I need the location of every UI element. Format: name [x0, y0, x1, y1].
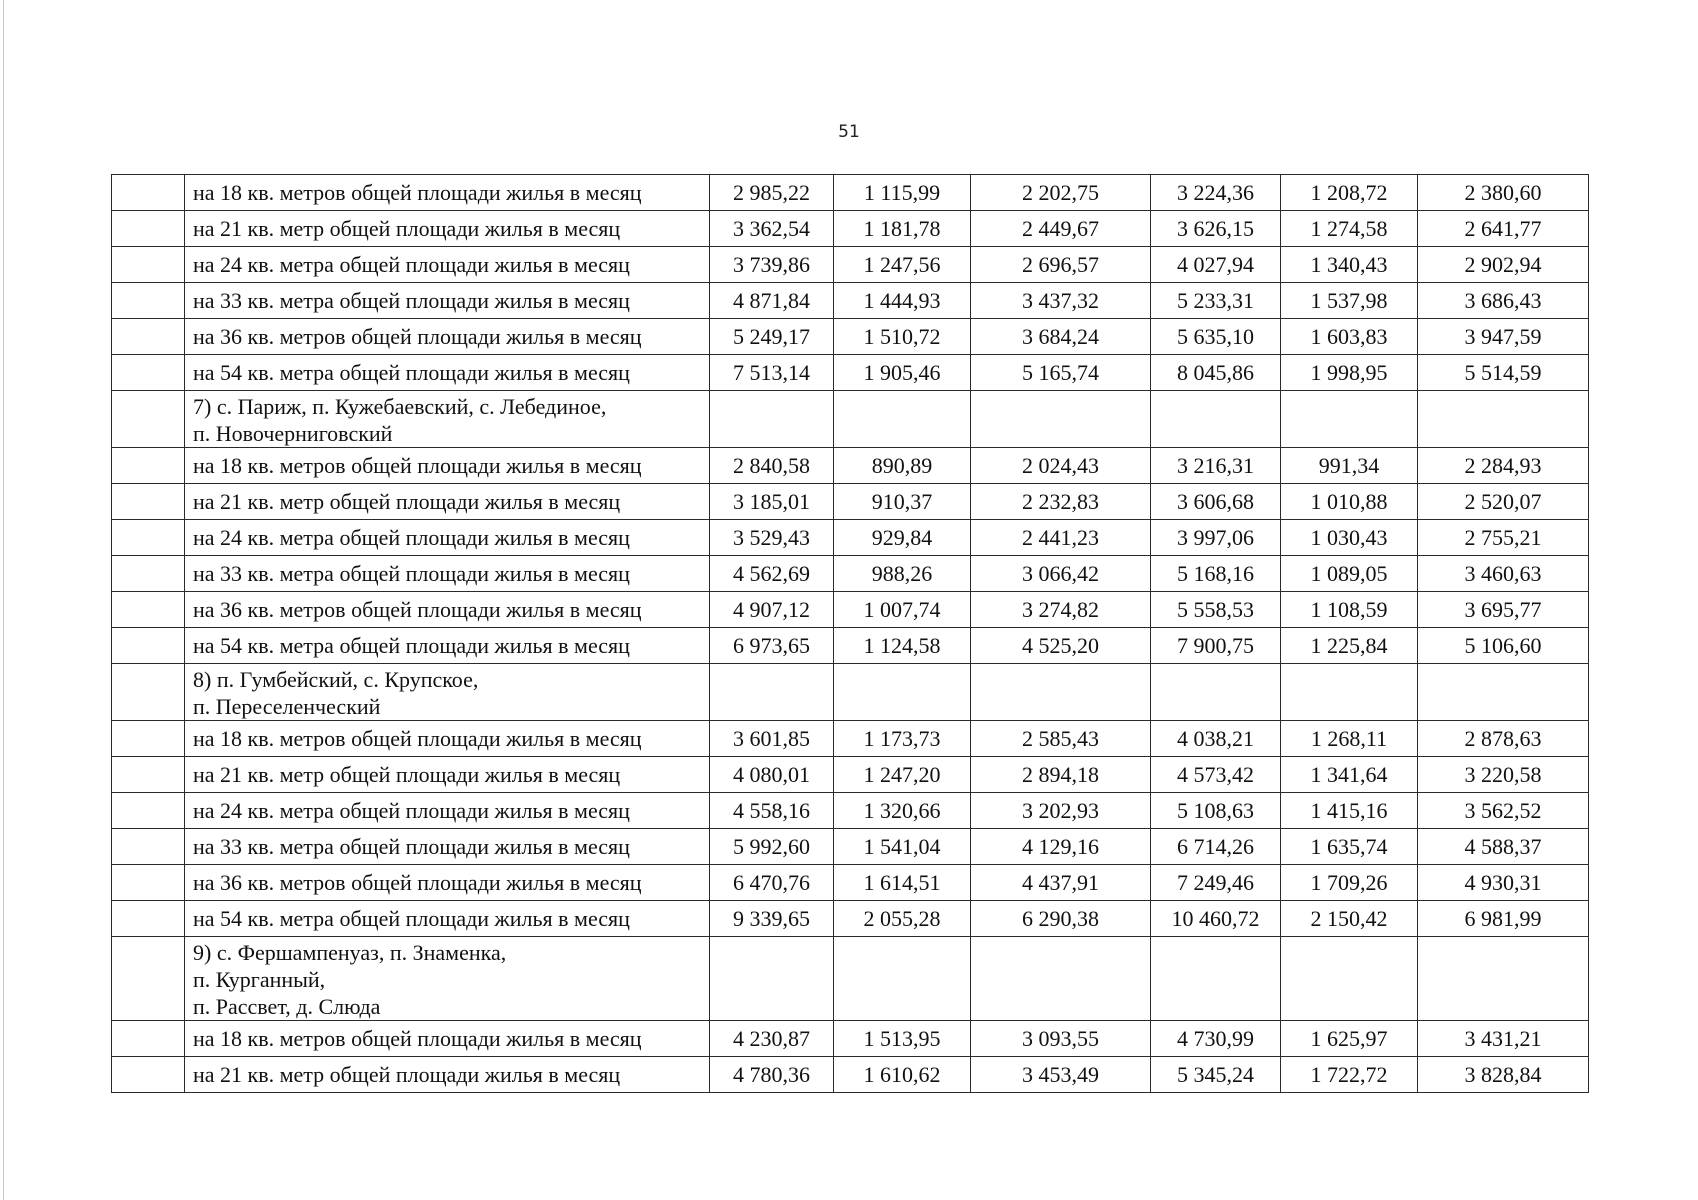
row-index-cell — [112, 175, 185, 211]
value-cell-5: 991,34 — [1281, 448, 1418, 484]
value-cell-4: 10 460,72 — [1151, 901, 1281, 937]
value-cell-4: 5 233,31 — [1151, 283, 1281, 319]
page-number: 51 — [838, 122, 860, 142]
row-index-cell — [112, 757, 185, 793]
table-row — [112, 448, 1589, 484]
value-cell-1: 3 185,01 — [710, 484, 834, 520]
value-cell-3: 3 684,24 — [971, 319, 1151, 355]
table-row — [112, 628, 1589, 664]
value-cell-2: 910,37 — [834, 484, 971, 520]
value-cell-5: 1 274,58 — [1281, 211, 1418, 247]
value-cell-1: 4 907,12 — [710, 592, 834, 628]
value-cell-5: 1 108,59 — [1281, 592, 1418, 628]
row-index-cell — [112, 283, 185, 319]
value-cell-5: 1 625,97 — [1281, 1021, 1418, 1057]
row-label-cell: на 54 кв. метра общей площади жилья в месяц — [185, 628, 710, 664]
value-cell-3: 2 894,18 — [971, 757, 1151, 793]
empty-value-cell — [1418, 664, 1589, 721]
value-cell-6: 2 902,94 — [1418, 247, 1589, 283]
value-cell-6: 6 981,99 — [1418, 901, 1589, 937]
row-index-cell — [112, 391, 185, 448]
empty-value-cell — [1281, 664, 1418, 721]
row-label-cell: на 18 кв. метров общей площади жилья в месяц — [185, 175, 710, 211]
row-label-cell: на 24 кв. метра общей площади жилья в месяц — [185, 793, 710, 829]
group-name-line: п. Переселенческий — [193, 694, 381, 719]
value-cell-2: 929,84 — [834, 520, 971, 556]
value-cell-2: 1 444,93 — [834, 283, 971, 319]
row-label-cell: на 21 кв. метр общей площади жилья в месяц — [185, 211, 710, 247]
group-header-row — [112, 391, 1589, 448]
empty-value-cell — [834, 937, 971, 1021]
table-row — [112, 592, 1589, 628]
row-label-cell: на 24 кв. метра общей площади жилья в месяц — [185, 520, 710, 556]
group-name-line: 7) с. Париж, п. Кужебаевский, с. Лебединое, — [193, 394, 607, 419]
value-cell-2: 1 513,95 — [834, 1021, 971, 1057]
value-cell-6: 2 520,07 — [1418, 484, 1589, 520]
empty-value-cell — [971, 664, 1151, 721]
value-cell-4: 6 714,26 — [1151, 829, 1281, 865]
row-index-cell — [112, 664, 185, 721]
empty-value-cell — [1418, 937, 1589, 1021]
value-cell-6: 2 641,77 — [1418, 211, 1589, 247]
value-cell-6: 2 380,60 — [1418, 175, 1589, 211]
value-cell-4: 4 730,99 — [1151, 1021, 1281, 1057]
value-cell-4: 5 168,16 — [1151, 556, 1281, 592]
value-cell-2: 1 115,99 — [834, 175, 971, 211]
value-cell-5: 1 340,43 — [1281, 247, 1418, 283]
empty-value-cell — [1418, 391, 1589, 448]
group-name-line: 9) с. Фершампенуаз, п. Знаменка, — [193, 940, 507, 965]
value-cell-2: 1 320,66 — [834, 793, 971, 829]
row-label-cell: на 54 кв. метра общей площади жилья в месяц — [185, 901, 710, 937]
empty-value-cell — [971, 391, 1151, 448]
value-cell-5: 1 635,74 — [1281, 829, 1418, 865]
row-label-cell: на 18 кв. метров общей площади жилья в месяц — [185, 721, 710, 757]
empty-value-cell — [710, 937, 834, 1021]
row-index-cell — [112, 319, 185, 355]
value-cell-5: 1 225,84 — [1281, 628, 1418, 664]
empty-value-cell — [971, 937, 1151, 1021]
value-cell-1: 4 558,16 — [710, 793, 834, 829]
row-label-cell: на 24 кв. метра общей площади жилья в месяц — [185, 247, 710, 283]
value-cell-4: 3 216,31 — [1151, 448, 1281, 484]
value-cell-5: 1 030,43 — [1281, 520, 1418, 556]
value-cell-6: 3 828,84 — [1418, 1057, 1589, 1093]
value-cell-6: 3 686,43 — [1418, 283, 1589, 319]
value-cell-3: 2 024,43 — [971, 448, 1151, 484]
group-name-cell — [185, 391, 710, 448]
value-cell-4: 5 558,53 — [1151, 592, 1281, 628]
row-index-cell — [112, 721, 185, 757]
value-cell-2: 1 905,46 — [834, 355, 971, 391]
row-index-cell — [112, 1057, 185, 1093]
value-cell-6: 5 106,60 — [1418, 628, 1589, 664]
value-cell-6: 4 930,31 — [1418, 865, 1589, 901]
row-index-cell — [112, 865, 185, 901]
value-cell-4: 7 249,46 — [1151, 865, 1281, 901]
table-row — [112, 865, 1589, 901]
row-index-cell — [112, 628, 185, 664]
value-cell-5: 1 010,88 — [1281, 484, 1418, 520]
value-cell-4: 5 108,63 — [1151, 793, 1281, 829]
row-label-cell: на 21 кв. метр общей площади жилья в месяц — [185, 1057, 710, 1093]
value-cell-3: 4 525,20 — [971, 628, 1151, 664]
value-cell-3: 2 585,43 — [971, 721, 1151, 757]
group-name-line: п. Новочерниговский — [193, 421, 393, 446]
row-index-cell — [112, 520, 185, 556]
value-cell-3: 5 165,74 — [971, 355, 1151, 391]
value-cell-3: 2 232,83 — [971, 484, 1151, 520]
empty-value-cell — [1281, 937, 1418, 1021]
value-cell-3: 3 066,42 — [971, 556, 1151, 592]
value-cell-3: 3 274,82 — [971, 592, 1151, 628]
row-label-cell: на 36 кв. метров общей площади жилья в месяц — [185, 592, 710, 628]
value-cell-1: 4 871,84 — [710, 283, 834, 319]
value-cell-6: 2 755,21 — [1418, 520, 1589, 556]
empty-value-cell — [1281, 391, 1418, 448]
value-cell-1: 5 992,60 — [710, 829, 834, 865]
value-cell-2: 1 247,56 — [834, 247, 971, 283]
value-cell-6: 2 878,63 — [1418, 721, 1589, 757]
value-cell-4: 4 027,94 — [1151, 247, 1281, 283]
table-row — [112, 520, 1589, 556]
table-row — [112, 1057, 1589, 1093]
value-cell-1: 4 080,01 — [710, 757, 834, 793]
value-cell-6: 3 431,21 — [1418, 1021, 1589, 1057]
table-row — [112, 355, 1589, 391]
value-cell-1: 3 529,43 — [710, 520, 834, 556]
row-label-cell: на 18 кв. метров общей площади жилья в месяц — [185, 1021, 710, 1057]
value-cell-5: 1 537,98 — [1281, 283, 1418, 319]
value-cell-3: 2 441,23 — [971, 520, 1151, 556]
value-cell-5: 1 709,26 — [1281, 865, 1418, 901]
value-cell-2: 1 247,20 — [834, 757, 971, 793]
row-label-cell: на 33 кв. метра общей площади жилья в месяц — [185, 556, 710, 592]
value-cell-2: 1 173,73 — [834, 721, 971, 757]
table-row — [112, 1021, 1589, 1057]
value-cell-1: 2 840,58 — [710, 448, 834, 484]
table-row — [112, 793, 1589, 829]
value-cell-5: 1 998,95 — [1281, 355, 1418, 391]
value-cell-6: 3 562,52 — [1418, 793, 1589, 829]
row-index-cell — [112, 592, 185, 628]
value-cell-5: 1 722,72 — [1281, 1057, 1418, 1093]
value-cell-1: 3 601,85 — [710, 721, 834, 757]
value-cell-4: 8 045,86 — [1151, 355, 1281, 391]
value-cell-2: 890,89 — [834, 448, 971, 484]
row-index-cell — [112, 901, 185, 937]
value-cell-4: 7 900,75 — [1151, 628, 1281, 664]
value-cell-4: 5 345,24 — [1151, 1057, 1281, 1093]
value-cell-3: 3 453,49 — [971, 1057, 1151, 1093]
value-cell-2: 1 541,04 — [834, 829, 971, 865]
value-cell-4: 5 635,10 — [1151, 319, 1281, 355]
empty-value-cell — [834, 664, 971, 721]
value-cell-4: 3 626,15 — [1151, 211, 1281, 247]
group-header-row — [112, 664, 1589, 721]
value-cell-4: 4 038,21 — [1151, 721, 1281, 757]
value-cell-2: 2 055,28 — [834, 901, 971, 937]
value-cell-1: 6 973,65 — [710, 628, 834, 664]
group-name-cell — [185, 937, 710, 1021]
value-cell-1: 6 470,76 — [710, 865, 834, 901]
row-label-cell: на 18 кв. метров общей площади жилья в месяц — [185, 448, 710, 484]
group-name-line: 8) п. Гумбейский, с. Крупское, — [193, 667, 479, 692]
value-cell-1: 4 780,36 — [710, 1057, 834, 1093]
row-label-cell: на 36 кв. метров общей площади жилья в месяц — [185, 319, 710, 355]
row-label-cell: на 21 кв. метр общей площади жилья в месяц — [185, 757, 710, 793]
value-cell-5: 1 089,05 — [1281, 556, 1418, 592]
value-cell-6: 4 588,37 — [1418, 829, 1589, 865]
table-row — [112, 829, 1589, 865]
row-index-cell — [112, 448, 185, 484]
value-cell-2: 1 007,74 — [834, 592, 971, 628]
value-cell-2: 1 124,58 — [834, 628, 971, 664]
value-cell-2: 1 181,78 — [834, 211, 971, 247]
table-row — [112, 319, 1589, 355]
value-cell-1: 3 362,54 — [710, 211, 834, 247]
table-row — [112, 556, 1589, 592]
row-index-cell — [112, 1021, 185, 1057]
row-index-cell — [112, 355, 185, 391]
empty-value-cell — [834, 391, 971, 448]
value-cell-3: 3 202,93 — [971, 793, 1151, 829]
value-cell-3: 6 290,38 — [971, 901, 1151, 937]
value-cell-3: 4 437,91 — [971, 865, 1151, 901]
value-cell-4: 3 606,68 — [1151, 484, 1281, 520]
table-row — [112, 247, 1589, 283]
table-row — [112, 901, 1589, 937]
value-cell-2: 1 610,62 — [834, 1057, 971, 1093]
table-row — [112, 211, 1589, 247]
value-cell-2: 1 614,51 — [834, 865, 971, 901]
value-cell-1: 9 339,65 — [710, 901, 834, 937]
value-cell-6: 5 514,59 — [1418, 355, 1589, 391]
row-index-cell — [112, 829, 185, 865]
table-body — [112, 175, 1589, 1093]
value-cell-3: 2 449,67 — [971, 211, 1151, 247]
value-cell-3: 3 437,32 — [971, 283, 1151, 319]
scan-edge-line — [3, 0, 4, 1200]
value-cell-2: 988,26 — [834, 556, 971, 592]
row-index-cell — [112, 793, 185, 829]
value-cell-6: 3 947,59 — [1418, 319, 1589, 355]
value-cell-1: 4 230,87 — [710, 1021, 834, 1057]
value-cell-5: 1 208,72 — [1281, 175, 1418, 211]
value-cell-4: 3 224,36 — [1151, 175, 1281, 211]
value-cell-1: 3 739,86 — [710, 247, 834, 283]
value-cell-4: 4 573,42 — [1151, 757, 1281, 793]
table-row — [112, 757, 1589, 793]
table-row — [112, 721, 1589, 757]
group-name-line: п. Курганный, — [193, 967, 326, 992]
value-cell-1: 7 513,14 — [710, 355, 834, 391]
row-index-cell — [112, 937, 185, 1021]
value-cell-2: 1 510,72 — [834, 319, 971, 355]
value-cell-1: 4 562,69 — [710, 556, 834, 592]
empty-value-cell — [710, 664, 834, 721]
row-index-cell — [112, 211, 185, 247]
table-row — [112, 484, 1589, 520]
row-index-cell — [112, 556, 185, 592]
group-header-row — [112, 937, 1589, 1021]
value-cell-3: 4 129,16 — [971, 829, 1151, 865]
empty-value-cell — [1151, 391, 1281, 448]
empty-value-cell — [710, 391, 834, 448]
value-cell-5: 1 268,11 — [1281, 721, 1418, 757]
value-cell-6: 3 220,58 — [1418, 757, 1589, 793]
row-label-cell: на 33 кв. метра общей площади жилья в месяц — [185, 829, 710, 865]
group-name-cell — [185, 664, 710, 721]
row-index-cell — [112, 484, 185, 520]
value-cell-1: 5 249,17 — [710, 319, 834, 355]
value-cell-3: 3 093,55 — [971, 1021, 1151, 1057]
value-cell-3: 2 696,57 — [971, 247, 1151, 283]
row-index-cell — [112, 247, 185, 283]
row-label-cell: на 33 кв. метра общей площади жилья в месяц — [185, 283, 710, 319]
value-cell-5: 2 150,42 — [1281, 901, 1418, 937]
value-cell-4: 3 997,06 — [1151, 520, 1281, 556]
row-label-cell: на 36 кв. метров общей площади жилья в месяц — [185, 865, 710, 901]
row-label-cell: на 54 кв. метра общей площади жилья в месяц — [185, 355, 710, 391]
group-name-line: п. Рассвет, д. Слюда — [193, 994, 381, 1019]
tariff-table — [111, 174, 1589, 1093]
empty-value-cell — [1151, 937, 1281, 1021]
value-cell-3: 2 202,75 — [971, 175, 1151, 211]
value-cell-6: 3 695,77 — [1418, 592, 1589, 628]
value-cell-6: 3 460,63 — [1418, 556, 1589, 592]
table-row — [112, 175, 1589, 211]
value-cell-5: 1 415,16 — [1281, 793, 1418, 829]
value-cell-5: 1 341,64 — [1281, 757, 1418, 793]
value-cell-1: 2 985,22 — [710, 175, 834, 211]
value-cell-5: 1 603,83 — [1281, 319, 1418, 355]
value-cell-6: 2 284,93 — [1418, 448, 1589, 484]
row-label-cell: на 21 кв. метр общей площади жилья в месяц — [185, 484, 710, 520]
table-row — [112, 283, 1589, 319]
empty-value-cell — [1151, 664, 1281, 721]
